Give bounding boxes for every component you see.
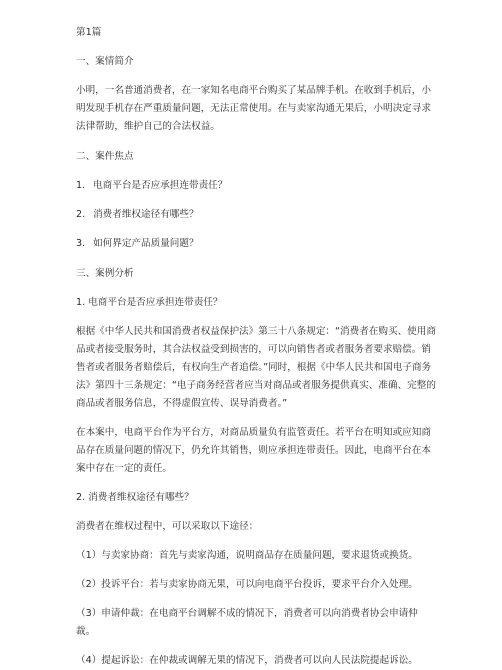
routes-intro: 消费者在维权过程中，可以采取以下途径： <box>76 521 259 532</box>
route-item: （3）申请仲裁：在电商平台调解不成的情况下，消费者可以向消费者协会申请仲裁。 <box>76 608 418 637</box>
focus-item-number: 3. <box>76 238 86 249</box>
focus-item <box>76 206 436 224</box>
analysis-question-1: 1. 电商平台是否应承担连带责任？ <box>76 297 223 308</box>
analysis-paragraph: 在本案中，电商平台作为平台方，对商品质量负有监管责任。若平台在明知或应知商品存在质量问题的情况下，仍允许其销售，则应承担连带责任。因此，电商平台在本案中存在一定的责任。 <box>76 427 431 474</box>
focus-item-text: 如何界定产品质量问题？ <box>93 238 199 249</box>
route-item: （4）提起诉讼：在仲裁或调解无果的情况下，消费者可以向人民法院提起诉讼。 <box>76 655 418 666</box>
route-item: （1）与卖家协商：首先与卖家沟通，说明商品存在质量问题，要求退货或换货。 <box>76 550 418 561</box>
section-1-title: 一、案情简介 <box>76 56 134 67</box>
focus-item-number: 2. <box>76 209 86 220</box>
section-1-paragraph: 小明，一名普通消费者，在一家知名电商平台购买了某品牌手机。在收到手机后，小明发现手机存在严重质量问题，无法正常使用。在与卖家沟通无果后，小明决定寻求法律帮助，维护自己的合法权益。 <box>76 85 431 132</box>
doc-heading: 第1篇 <box>76 27 102 38</box>
analysis-question-2: 2. 消费者维权途径有哪些？ <box>76 492 194 503</box>
route-item: （2）投诉平台：若与卖家协商无果，可以向电商平台投诉，要求平台介入处理。 <box>76 579 418 590</box>
focus-item <box>76 177 436 195</box>
focus-item-text: 消费者维权途径有哪些？ <box>93 209 199 220</box>
document-page <box>76 24 436 670</box>
focus-item <box>76 235 436 253</box>
section-3-title: 三、案例分析 <box>76 268 134 279</box>
focus-item-text: 电商平台是否应承担连带责任？ <box>93 180 228 191</box>
law-citation-paragraph: 根据《中华人民共和国消费者权益保护法》第三十八条规定：“消费者在购买、使用商品或者接受服务时，其合法权益受到损害的，可以向销售者或者服务者要求赔偿。销售者或者服务者赔偿后，有权向生产者追偿。”同时，根据《中华人民共和国电子商务法》第四十三条规定：“电子商务经营者应当对商品或者服务提供真实、准确、完整的商品或者服务信息，不得虚假宣传、误导消费者。” <box>76 326 436 409</box>
focus-item-number: 1. <box>76 180 86 191</box>
section-2-title: 二、案件焦点 <box>76 151 134 162</box>
